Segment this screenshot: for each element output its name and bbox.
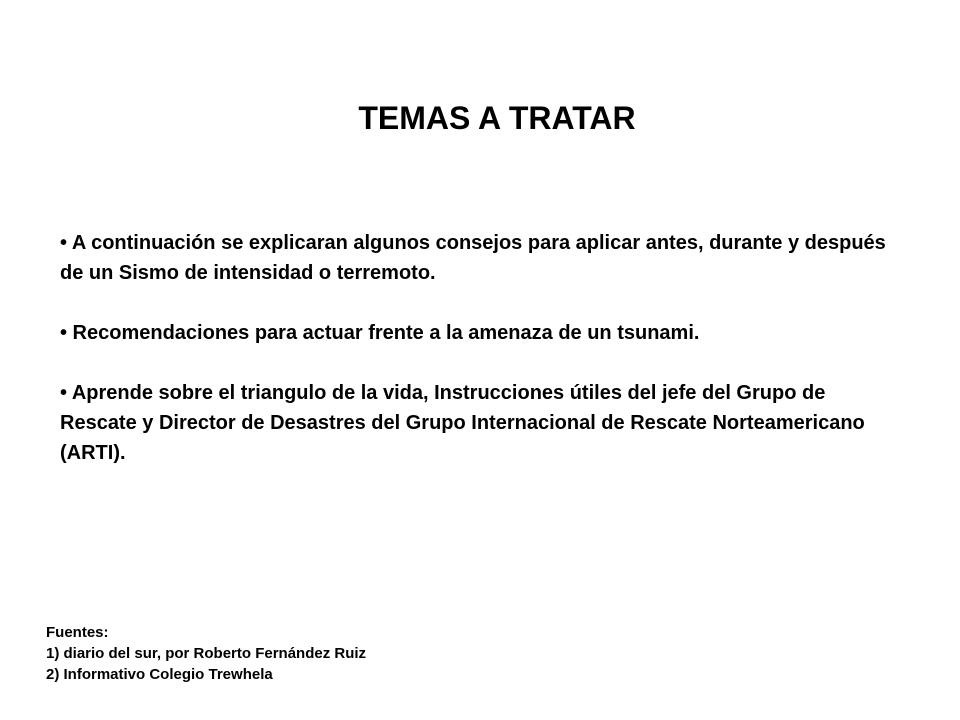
topic-item: • Aprende sobre el triangulo de la vida, Instrucciones útiles del jefe del Grupo de Rescate y Director de Desastres del Grupo Internacional de Rescate Norteamericano (ARTI). <box>60 382 865 464</box>
source-item: 2) Informativo Colegio Trewhela <box>46 666 273 683</box>
topic-item: • Recomendaciones para actuar frente a la amenaza de un tsunami. <box>60 322 700 344</box>
slide-title: TEMAS A TRATAR <box>358 100 636 136</box>
sources-block <box>46 622 366 685</box>
topics-list <box>60 228 900 468</box>
sources-heading: Fuentes: <box>46 624 109 641</box>
topic-item: • A continuación se explicaran algunos consejos para aplicar antes, durante y después de un Sismo de intensidad o terremoto. <box>60 232 886 284</box>
source-item: 1) diario del sur, por Roberto Fernández Ruiz <box>46 645 367 662</box>
